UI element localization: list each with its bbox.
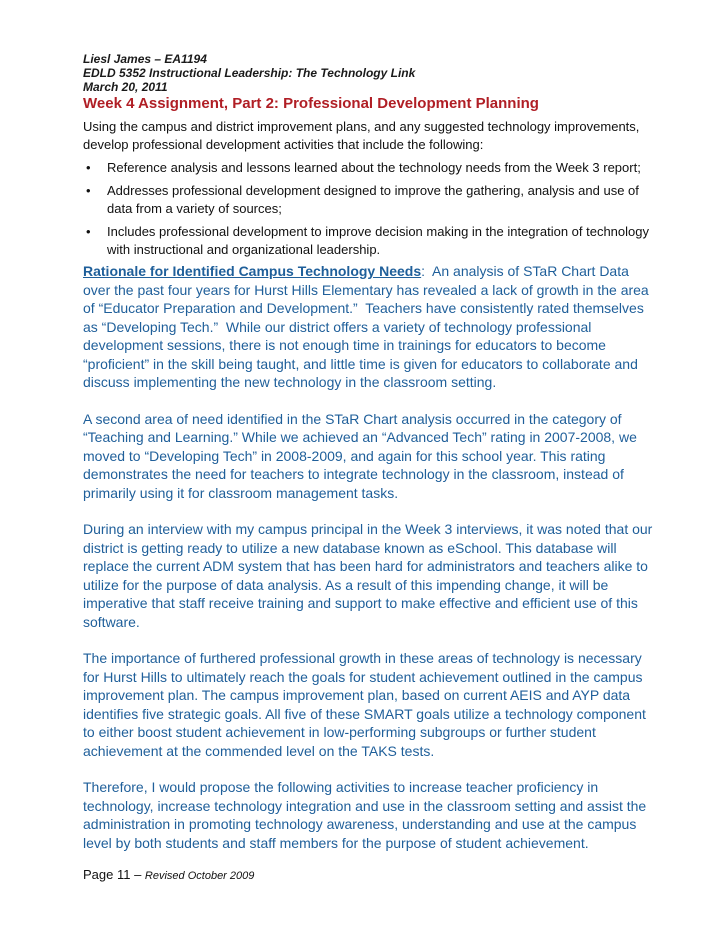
list-item bbox=[83, 223, 653, 259]
body-paragraph: A second area of need identified in the STaR Chart analysis occurred in the category of “Teaching and Learning.” While we achieved an “Advanced Tech” rating in 2007-2008, we moved to “Developing Tech” in 2008-2009, and again for this school year. This rating demonstrates the need for teachers to integrate technology in the classroom, instead of primarily using it for classroom management tasks. bbox=[83, 410, 637, 501]
body-paragraph: During an interview with my campus principal in the Week 3 interviews, it was noted that our district is getting ready to utilize a new database known as eSchool. This database will replace the current ADM system that has been hard for administrators and teachers alike to utilize for the purpose of data analysis. As a result of this impending change, it will be imperative that staff receive training and support to make effective and efficient use of this software. bbox=[83, 521, 653, 630]
rationale-heading: Rationale for Identified Campus Technology Needs bbox=[83, 263, 422, 279]
page-number: Page 11 – bbox=[83, 867, 145, 882]
list-item bbox=[83, 159, 653, 177]
list-item bbox=[83, 182, 653, 218]
page-footer bbox=[83, 867, 254, 882]
assignment-title: Week 4 Assignment, Part 2: Professional Development Planning bbox=[83, 95, 539, 112]
list-item-text: Addresses professional development designed to improve the gathering, analysis and use of data from a variety of sources; bbox=[107, 183, 639, 216]
rationale-text: An analysis of STaR Chart Data over the past four years for Hurst Hills Elementary has revealed a lack of growth in the area of “Educator Preparation and Development.” Teachers have consistently rated themselves as “Developing Tech.” While our district offers a variety of technology professional development sessions, there is not enough time in trainings for educators to become “proficient” in the skill being taught, and little time is given for educators to collaborate and discuss implementing the new technology in the classroom setting. bbox=[83, 263, 653, 390]
rationale-paragraph bbox=[83, 262, 653, 392]
revision-note: Revised October 2009 bbox=[144, 870, 255, 882]
requirements-list bbox=[83, 159, 653, 259]
author-line: Liesl James – EA1194 bbox=[83, 52, 207, 66]
bullet-icon: • bbox=[86, 183, 91, 198]
bullet-icon: • bbox=[86, 224, 91, 239]
document-page bbox=[83, 52, 653, 852]
date-line: March 20, 2011 bbox=[83, 80, 168, 94]
list-item-text: Reference analysis and lessons learned about the technology needs from the Week 3 report; bbox=[107, 160, 641, 175]
course-line: EDLD 5352 Instructional Leadership: The Technology Link bbox=[83, 66, 416, 80]
intro-paragraph: Using the campus and district improvement plans, and any suggested technology improvements, develop professional development activities that include the following: bbox=[83, 119, 640, 152]
rationale-colon: : bbox=[421, 263, 426, 279]
list-item-text: Includes professional development to improve decision making in the integration of technology with instructional and organizational leadership. bbox=[107, 224, 649, 257]
bullet-icon: • bbox=[86, 160, 91, 175]
body-paragraph: Therefore, I would propose the following activities to increase teacher proficiency in technology, increase technology integration and use in the classroom setting and assist the administration in promoting technology awareness, understanding and use at the campus level by both students and staff members for the purpose of student achievement. bbox=[83, 779, 647, 851]
body-paragraph: The importance of furthered professional growth in these areas of technology is necessary for Hurst Hills to ultimately reach the goals for student achievement outlined in the campus improvement plan. The campus improvement plan, based on current AEIS and AYP data identifies five strategic goals. All five of these SMART goals utilize a technology component to either boost student achievement in low-performing subgroups or further student achievement at the commended level on the TAKS tests. bbox=[83, 650, 646, 759]
